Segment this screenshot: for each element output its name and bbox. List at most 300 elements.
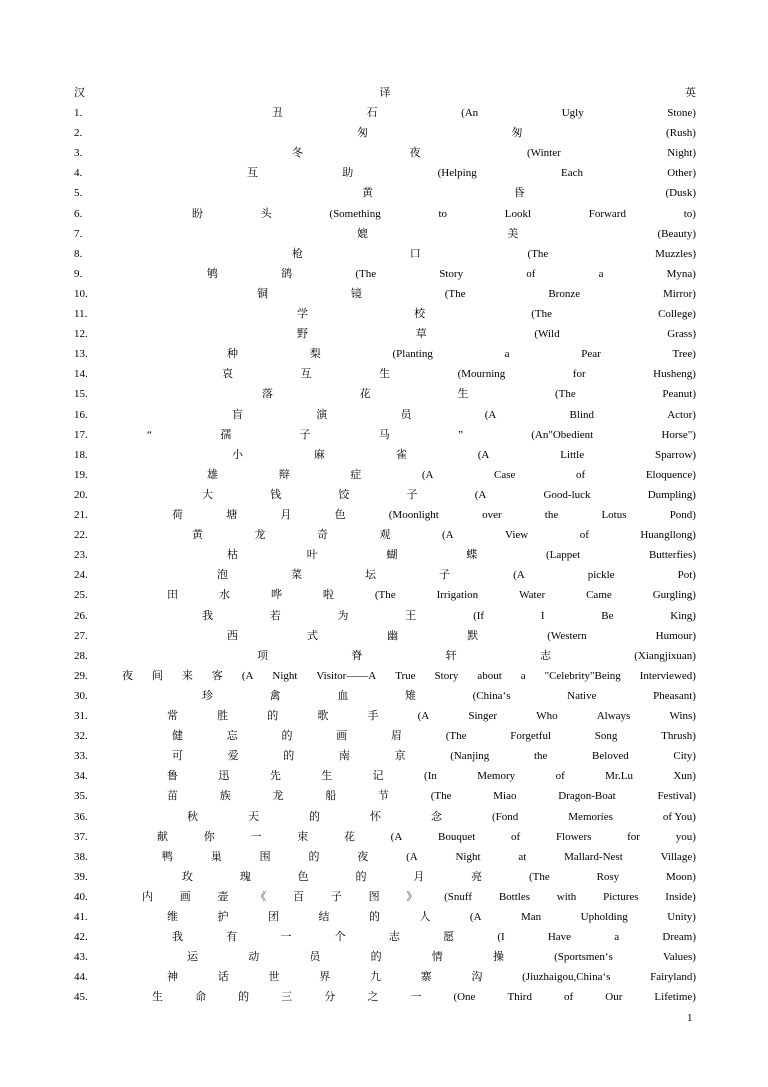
title-token: 丑 xyxy=(272,107,283,119)
title-token: 忘 xyxy=(226,730,238,743)
title-token: (China‘s xyxy=(472,689,511,702)
entry-number: 12. xyxy=(74,328,88,341)
entry-line xyxy=(74,947,696,967)
title-token: 人 xyxy=(419,911,431,923)
title-token: to) xyxy=(683,207,696,220)
entry-line xyxy=(74,445,696,465)
title-token: of You) xyxy=(662,810,696,823)
title-token: 围 xyxy=(259,850,271,863)
title-token: 结 xyxy=(318,911,330,923)
title-token: 幽 xyxy=(387,629,399,642)
entry-line xyxy=(74,726,696,746)
title-token: 鹆 xyxy=(281,267,293,280)
title-token: 可 xyxy=(172,750,183,763)
entry-title xyxy=(187,947,696,967)
entry-title xyxy=(257,646,696,666)
title-token: 学 xyxy=(297,308,308,320)
entry-title xyxy=(172,746,696,766)
title-token: 奇 xyxy=(316,529,328,542)
entry-number: 45. xyxy=(74,991,88,1004)
title-token: 记 xyxy=(372,770,384,783)
title-token: Little xyxy=(560,448,585,461)
entry-line xyxy=(74,324,696,344)
title-token: 亮 xyxy=(471,870,483,883)
entry-line xyxy=(74,244,696,264)
entry-title xyxy=(227,344,696,364)
title-token: Wins) xyxy=(669,710,696,722)
title-token: 命 xyxy=(195,991,207,1004)
title-token: 匆 xyxy=(511,127,523,140)
title-token: (A xyxy=(469,911,482,923)
title-token: 的 xyxy=(238,991,250,1004)
entry-line xyxy=(74,284,696,304)
title-token: Dream) xyxy=(662,931,696,944)
entry-line xyxy=(74,766,696,786)
title-token: 演 xyxy=(316,408,328,421)
entry-line xyxy=(74,405,696,425)
title-token: Bouquet xyxy=(438,830,476,843)
title-token: 团 xyxy=(267,911,279,923)
title-token: 客 xyxy=(211,669,223,682)
title-token: 石 xyxy=(366,107,378,119)
entry-number: 15. xyxy=(74,388,88,401)
title-token: over xyxy=(482,509,502,521)
title-token: 花 xyxy=(343,830,355,843)
entry-number: 39. xyxy=(74,870,88,883)
title-token: Pictures xyxy=(603,890,639,903)
title-token: 观 xyxy=(379,529,391,542)
title-token: 健 xyxy=(172,730,183,743)
entry-number: 20. xyxy=(74,488,88,501)
title-token: View xyxy=(505,529,529,542)
title-token: 坛 xyxy=(365,569,377,582)
entry-number: 30. xyxy=(74,689,88,702)
title-token: 月 xyxy=(413,870,425,883)
entry-line xyxy=(74,204,696,224)
title-token: 个 xyxy=(334,931,346,944)
title-token: Sparrow) xyxy=(655,448,696,461)
entry-title xyxy=(192,525,696,545)
title-token: 三 xyxy=(281,991,293,1004)
title-token: 沟 xyxy=(471,971,483,984)
title-token: (The xyxy=(430,790,452,803)
title-token: (Moonlight xyxy=(388,509,439,521)
heading-char: 汉 xyxy=(74,87,85,99)
title-token: 念 xyxy=(431,810,442,823)
title-token: Came xyxy=(586,589,612,602)
entry-number: 42. xyxy=(74,931,88,944)
title-token: 孺 xyxy=(220,428,232,441)
title-token: Forgetful xyxy=(510,730,552,743)
entry-line xyxy=(74,264,696,284)
title-token: 常 xyxy=(167,710,178,722)
page-heading xyxy=(74,83,696,103)
title-token: 黄 xyxy=(362,187,373,200)
title-token: 玫 xyxy=(182,870,193,883)
title-token: 黄 xyxy=(192,529,203,542)
entry-number: 22. xyxy=(74,529,88,542)
entry-number: 18. xyxy=(74,448,88,461)
entry-title xyxy=(297,324,696,344)
title-token: Fairyland) xyxy=(650,971,696,984)
entry-title xyxy=(122,666,696,686)
entry-line xyxy=(74,847,696,867)
entry-title xyxy=(167,786,696,806)
title-token: (The xyxy=(355,267,377,280)
title-token: City) xyxy=(673,750,696,763)
entry-number: 19. xyxy=(74,468,88,481)
title-token: 秋 xyxy=(187,810,198,823)
entry-line xyxy=(74,123,696,143)
title-token: Singer xyxy=(468,710,498,722)
entry-number: 10. xyxy=(74,287,88,300)
title-token: 巢 xyxy=(210,850,222,863)
entry-title xyxy=(202,686,696,706)
entry-line xyxy=(74,786,696,806)
title-token: 麻 xyxy=(313,448,325,461)
title-token: 运 xyxy=(187,951,198,964)
title-token: Festival) xyxy=(657,790,696,803)
entry-title xyxy=(362,183,696,203)
title-token: 夜 xyxy=(409,147,421,160)
title-token: Dragon-Boat xyxy=(558,790,616,803)
title-token: Flowers xyxy=(555,830,592,843)
entry-number: 1. xyxy=(74,107,83,119)
title-token: (A xyxy=(406,850,418,863)
title-token: 哀 xyxy=(222,368,233,381)
title-token: 我 xyxy=(202,609,213,622)
title-token: 草 xyxy=(415,328,427,341)
title-token: 蝶 xyxy=(466,549,478,562)
entry-title xyxy=(247,163,696,183)
title-token: Lookl xyxy=(504,207,531,220)
entry-title xyxy=(262,384,696,404)
title-token: Case xyxy=(494,468,516,481)
title-token: Beloved xyxy=(592,750,629,763)
heading-char: 译 xyxy=(379,87,391,99)
entry-title xyxy=(167,585,696,605)
title-token: 美 xyxy=(507,227,519,240)
title-token: 西 xyxy=(227,629,238,642)
entry-line xyxy=(74,827,696,847)
title-token: (Western xyxy=(547,629,587,642)
title-token: 鸭 xyxy=(162,850,173,863)
title-token: 的 xyxy=(368,911,380,923)
title-token: (Planting xyxy=(392,348,433,361)
title-token: (A xyxy=(513,569,525,582)
title-token: 的 xyxy=(283,750,295,763)
entry-line xyxy=(74,706,696,726)
title-token: 志 xyxy=(388,931,400,944)
title-token: 苗 xyxy=(167,790,178,803)
title-token: 百 xyxy=(293,890,305,903)
title-token: 歌 xyxy=(317,710,329,722)
title-token: Third xyxy=(507,991,532,1004)
title-token: (The xyxy=(527,247,549,260)
title-token: (Winter xyxy=(527,147,561,160)
entry-number: 36. xyxy=(74,810,88,823)
title-token: 月 xyxy=(280,509,292,521)
title-token: 枯 xyxy=(227,549,238,562)
entry-line xyxy=(74,585,696,605)
title-token: Memories xyxy=(568,810,613,823)
title-token: 镜 xyxy=(350,287,362,300)
entry-title xyxy=(227,545,696,565)
title-token: (Helping xyxy=(437,167,477,180)
title-token: of xyxy=(576,468,586,481)
entry-number: 16. xyxy=(74,408,88,421)
title-token: 话 xyxy=(217,971,229,984)
title-token: 色 xyxy=(334,509,346,521)
title-token: (In xyxy=(424,770,437,783)
title-token: Myna) xyxy=(666,267,696,280)
entry-number: 9. xyxy=(74,267,83,280)
title-token: 的 xyxy=(308,850,320,863)
title-token: Who xyxy=(536,710,558,722)
title-token: ” xyxy=(458,428,463,441)
title-token: Gurgling) xyxy=(652,589,696,602)
entry-line xyxy=(74,565,696,585)
entry-number: 40. xyxy=(74,890,88,903)
title-token: Inside) xyxy=(665,890,696,903)
entry-line xyxy=(74,626,696,646)
title-token: Night xyxy=(272,669,298,682)
title-token: Forward xyxy=(588,207,626,220)
entry-line xyxy=(74,525,696,545)
title-token: 互 xyxy=(300,368,312,381)
title-token: a xyxy=(614,931,620,944)
title-token: 种 xyxy=(227,348,238,361)
entry-title xyxy=(232,445,696,465)
entry-number: 24. xyxy=(74,569,88,582)
title-token: 叶 xyxy=(306,549,318,562)
title-token: Rosy xyxy=(596,870,620,883)
title-token: 节 xyxy=(378,790,389,803)
entry-line xyxy=(74,163,696,183)
title-token: of xyxy=(555,770,565,783)
title-token: Song xyxy=(594,730,618,743)
entry-title xyxy=(227,626,696,646)
entry-number: 8. xyxy=(74,247,83,260)
entry-line xyxy=(74,304,696,324)
entry-title xyxy=(187,807,696,827)
entry-title xyxy=(222,364,696,384)
title-token: (The xyxy=(445,730,467,743)
title-token: Pheasant) xyxy=(653,689,696,702)
title-token: 一 xyxy=(280,931,292,944)
title-token: 神 xyxy=(167,971,178,984)
title-token: Horse") xyxy=(661,428,696,441)
title-token: Unity) xyxy=(667,911,696,923)
title-token: (A xyxy=(477,448,490,461)
title-token: 京 xyxy=(394,750,406,763)
title-token: Actor) xyxy=(667,408,696,421)
title-token: 你 xyxy=(203,830,215,843)
title-token: 间 xyxy=(151,669,163,682)
title-token: 壶 xyxy=(217,890,229,903)
title-token: Visitor——A xyxy=(316,669,377,682)
entry-number: 44. xyxy=(74,971,88,984)
title-token: 昏 xyxy=(513,187,525,200)
entry-number: 5. xyxy=(74,187,83,200)
entry-number: 29. xyxy=(74,669,88,682)
title-token: about xyxy=(477,669,502,682)
title-token: "Celebrity"Being xyxy=(544,669,621,682)
title-token: 《 xyxy=(255,890,267,903)
title-token: 愿 xyxy=(443,931,455,944)
page-number: 1 xyxy=(687,1012,693,1024)
title-token: 式 xyxy=(307,629,319,642)
entry-number: 27. xyxy=(74,629,88,642)
title-token: 怀 xyxy=(370,810,381,823)
title-token: Our xyxy=(605,991,623,1004)
title-token: 的 xyxy=(267,710,279,722)
title-token: Stone) xyxy=(667,107,696,119)
title-token: (I xyxy=(497,931,505,944)
title-token: 爱 xyxy=(227,750,239,763)
title-token: 的 xyxy=(355,870,367,883)
entry-line xyxy=(74,907,696,927)
entry-title xyxy=(167,766,696,786)
title-token: 匆 xyxy=(357,127,368,140)
title-token: Good-luck xyxy=(543,488,591,501)
title-token: Eloquence) xyxy=(645,468,696,481)
entry-number: 35. xyxy=(74,790,88,803)
title-token: 塘 xyxy=(226,509,238,521)
title-token: (If xyxy=(473,609,485,622)
title-token: (A xyxy=(241,669,254,682)
entry-line xyxy=(74,606,696,626)
entry-number: 31. xyxy=(74,710,88,722)
title-token: Village) xyxy=(660,850,696,863)
title-token: (An xyxy=(461,107,479,119)
title-token: Miao xyxy=(493,790,517,803)
title-token: 来 xyxy=(181,669,193,682)
title-token: 盼 xyxy=(192,207,203,220)
title-token: 图 xyxy=(368,890,380,903)
entry-number: 7. xyxy=(74,227,83,240)
title-token: 菜 xyxy=(291,569,303,582)
entry-line xyxy=(74,384,696,404)
title-token: 蝴 xyxy=(386,549,398,562)
title-token: 轩 xyxy=(445,649,457,662)
title-token: Pot) xyxy=(677,569,696,582)
title-token: Ugly xyxy=(561,107,584,119)
entry-line xyxy=(74,987,696,1007)
title-token: 辩 xyxy=(278,468,290,481)
title-token: 饺 xyxy=(338,488,350,501)
title-token: Thrush) xyxy=(661,730,696,743)
title-token: with xyxy=(556,890,577,903)
title-token: 花 xyxy=(359,388,371,401)
title-token: 情 xyxy=(431,951,443,964)
entry-number: 14. xyxy=(74,368,88,381)
title-token: 夜 xyxy=(122,669,133,682)
title-token: (Jiuzhaigou,China‘s xyxy=(522,971,611,984)
title-token: (A xyxy=(421,468,434,481)
entry-title xyxy=(207,465,696,485)
title-token: 船 xyxy=(325,790,337,803)
entry-title xyxy=(357,123,696,143)
entry-line xyxy=(74,344,696,364)
entry-number: 32. xyxy=(74,730,88,743)
title-token: 龙 xyxy=(272,790,284,803)
title-token: Moon) xyxy=(666,870,696,883)
title-token: 束 xyxy=(297,830,309,843)
title-token: Upholding xyxy=(580,911,628,923)
entry-line xyxy=(74,646,696,666)
title-token: 画 xyxy=(179,890,191,903)
title-token: to xyxy=(438,207,448,220)
title-token: 雉 xyxy=(404,689,416,702)
title-token: Night xyxy=(455,850,481,863)
title-token: 马 xyxy=(378,428,390,441)
title-token: 一 xyxy=(250,830,262,843)
title-token: 子 xyxy=(330,890,342,903)
title-token: (A xyxy=(417,710,430,722)
title-token: the xyxy=(544,509,559,521)
title-token: 口 xyxy=(409,247,421,260)
title-token: Dumpling) xyxy=(647,488,696,501)
title-token: (Xiangjixuan) xyxy=(634,649,696,662)
title-token: Other) xyxy=(667,167,696,180)
title-token: Grass) xyxy=(667,328,696,341)
title-token: 寨 xyxy=(420,971,432,984)
title-token: 的 xyxy=(309,810,320,823)
entry-line xyxy=(74,967,696,987)
entry-title xyxy=(172,927,696,947)
title-token: Night) xyxy=(667,147,696,160)
title-token: 手 xyxy=(367,710,379,722)
title-token: (Sportsmen‘s xyxy=(554,951,613,964)
title-token: Story xyxy=(434,669,459,682)
title-token: 子 xyxy=(406,488,418,501)
entry-title xyxy=(202,485,696,505)
title-token: 若 xyxy=(269,609,281,622)
title-token: 有 xyxy=(226,931,238,944)
title-token: Irrigation xyxy=(436,589,479,602)
title-token: Native xyxy=(567,689,597,702)
title-token: 助 xyxy=(342,167,354,180)
entry-number: 33. xyxy=(74,750,88,763)
title-token: 一 xyxy=(410,991,422,1004)
title-token: Pear xyxy=(581,348,601,361)
title-token: 铜 xyxy=(257,287,268,300)
title-token: (A xyxy=(390,830,403,843)
title-token: 夜 xyxy=(357,850,369,863)
title-token: of xyxy=(564,991,574,1004)
title-token: (A xyxy=(484,408,497,421)
entry-line xyxy=(74,887,696,907)
title-token: 校 xyxy=(414,308,426,320)
entry-number: 34. xyxy=(74,770,88,783)
title-token: 哗 xyxy=(270,589,282,602)
title-token: (Fond xyxy=(492,810,519,823)
title-token: King) xyxy=(670,609,696,622)
title-token: 维 xyxy=(167,911,178,923)
title-token: Butterfies) xyxy=(648,549,696,562)
title-token: (The xyxy=(374,589,396,602)
title-token: 献 xyxy=(157,830,168,843)
title-token: Xun) xyxy=(673,770,696,783)
title-token: (A xyxy=(474,488,487,501)
entry-title xyxy=(257,284,696,304)
title-token: (Beauty) xyxy=(657,227,696,240)
title-token: College) xyxy=(658,308,696,320)
title-token: 色 xyxy=(297,870,309,883)
title-token: 头 xyxy=(260,207,272,220)
entry-title xyxy=(292,244,696,264)
